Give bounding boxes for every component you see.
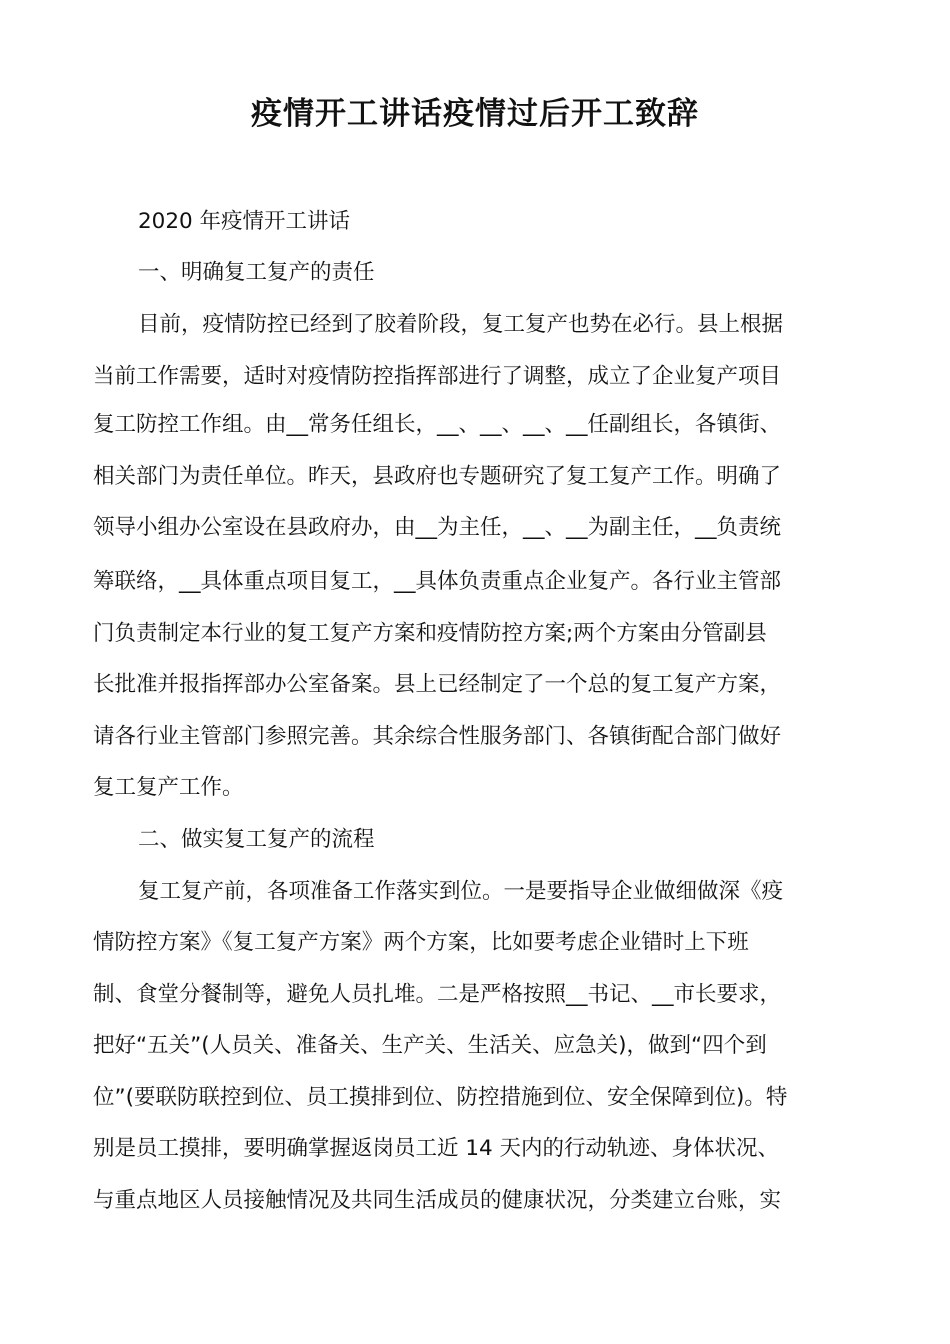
text-line: 复工防控工作组。由__常务任组长，__、__、__、__任副组长，各镇街、 — [93, 412, 782, 437]
text-line: 领导小组办公室设在县政府办，由__为主任，__、__为副主任，__负责统 — [93, 515, 782, 540]
text-line: 复工复产前，各项准备工作落实到位。一是要指导企业做细做深《疫 — [138, 879, 784, 904]
text-line: 与重点地区人员接触情况及共同生活成员的健康状况，分类建立台账，实 — [93, 1188, 782, 1213]
text-line: 情防控方案》《复工复产方案》两个方案，比如要考虑企业错时上下班 — [93, 930, 749, 955]
text-line: 门负责制定本行业的复工复产方案和疫情防控方案;两个方案由分管副县 — [93, 621, 767, 646]
text-line: 当前工作需要，适时对疫情防控指挥部进行了调整，成立了企业复产项目 — [93, 364, 782, 389]
text-line: 请各行业主管部门参照完善。其余综合性服务部门、各镇街配合部门做好 — [93, 724, 782, 749]
text-line: 复工复产工作。 — [93, 775, 244, 800]
section-heading-1: 一、明确复工复产的责任 — [138, 260, 375, 285]
text-line-subtitle: 2020 年疫情开工讲话 — [138, 209, 351, 234]
text-line: 别是员工摸排，要明确掌握返岗员工近 14 天内的行动轨迹、身体状况、 — [93, 1136, 780, 1161]
text-line: 制、食堂分餐制等，避免人员扎堆。二是严格按照__书记、__市长要求， — [93, 982, 782, 1007]
text-line: 目前，疫情防控已经到了胶着阶段，复工复产也势在必行。县上根据 — [138, 312, 784, 337]
text-line: 筹联络，__具体重点项目复工，__具体负责重点企业复产。各行业主管部 — [93, 569, 782, 594]
text-line: 位”(要联防联控到位、员工摸排到位、防控措施到位、安全保障到位)。特 — [93, 1085, 788, 1110]
text-line: 长批准并报指挥部办公室备案。县上已经制定了一个总的复工复产方案， — [93, 672, 782, 697]
section-heading-2: 二、做实复工复产的流程 — [138, 827, 375, 852]
document-title: 疫情开工讲话疫情过后开工致辞 — [251, 96, 699, 132]
text-line: 相关部门为责任单位。昨天，县政府也专题研究了复工复产工作。明确了 — [93, 464, 782, 489]
text-line: 把好“五关”(人员关、准备关、生产关、生活关、应急关)，做到“四个到 — [93, 1033, 767, 1058]
